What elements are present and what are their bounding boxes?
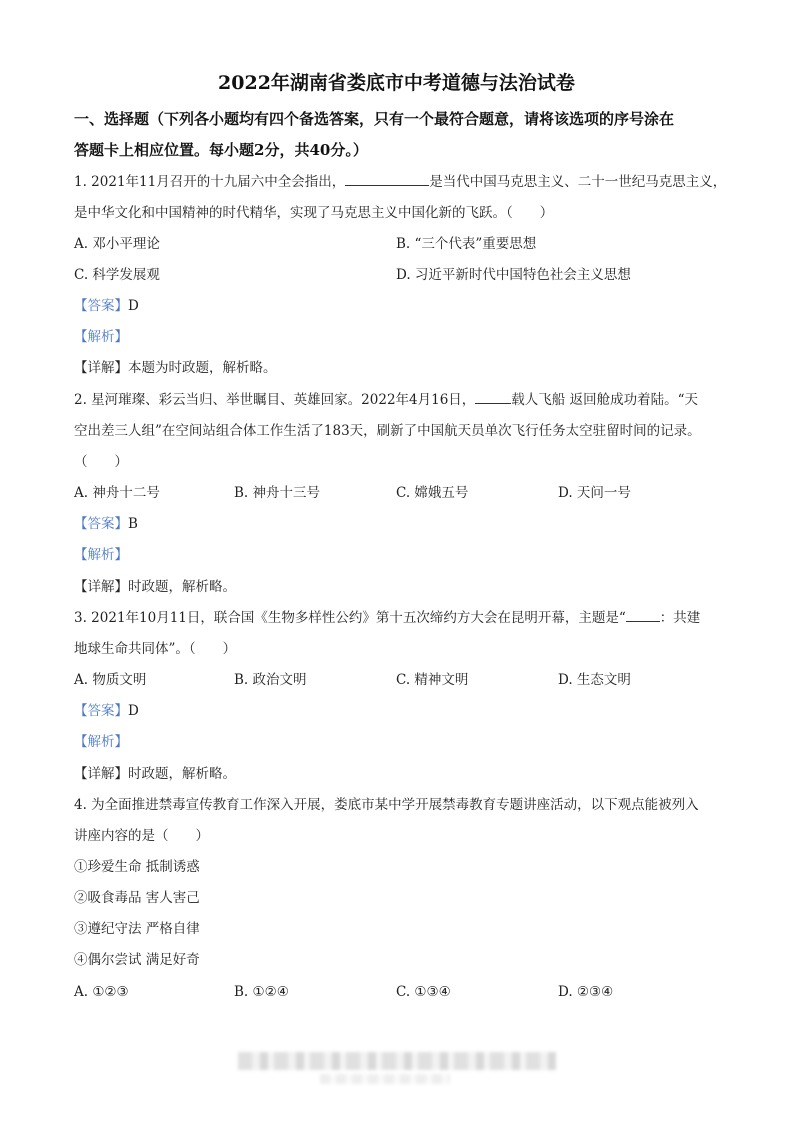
q3-answer: 【答案】D (74, 703, 139, 719)
section-heading-line1: 一、选择题（下列各小题均有四个备选答案，只有一个最符合题意，请将该选项的序号涂在 (74, 110, 675, 128)
q2-option-c: C. 嫦娥五号 (396, 485, 469, 501)
q4-statement-2: ②吸食毒品 害人害己 (74, 890, 200, 906)
section-heading-line2: 答题卡上相应位置。每小题2分，共40分。） (74, 141, 368, 159)
q1-analysis-label: 【解析】 (74, 329, 128, 345)
q3-stem-line1: 3. 2021年10月11日，联合国《生物多样性公约》第十五次缔约方大会在昆明开幕，主题是“ ：共建 (74, 610, 701, 626)
q4-stem-line2: 讲座内容的是（ ） (74, 828, 209, 844)
q4-option-d: D. ②③④ (558, 984, 614, 1000)
q2-option-b: B. 神舟十三号 (234, 485, 321, 501)
q3-option-c: C. 精神文明 (396, 672, 469, 688)
q2-stem-line1: 2. 星河璀璨、彩云当归、举世瞩目、英雄回家。2022年4月16日， 载人飞船 返回舱成功着陆。“天 (74, 392, 698, 408)
q3-option-b: B. 政治文明 (234, 672, 307, 688)
q4-statement-1: ①珍爱生命 抵制诱惑 (74, 859, 200, 875)
q2-stem-line2: 空出差三人组”在空间站组合体工作生活了183天，刷新了中国航天员单次飞行任务太空驻留时间的记录。 (74, 423, 701, 439)
q3-detail: 【详解】时政题，解析略。 (74, 766, 236, 782)
fill-blank (475, 391, 511, 404)
q4-option-b: B. ①②④ (234, 984, 289, 1000)
q1-stem-line1: 1. 2021年11月召开的十九届六中全会指出， 是当代中国马克思主义、二十一世纪马克思主义， (74, 174, 727, 190)
q1-option-c: C. 科学发展观 (74, 267, 160, 283)
q4-stem-line1: 4. 为全面推进禁毒宣传教育工作深入开展，娄底市某中学开展禁毒教育专题讲座活动，以下观点能被列入 (74, 797, 699, 813)
q2-analysis-label: 【解析】 (74, 547, 128, 563)
q1-option-a: A. 邓小平理论 (74, 236, 160, 252)
section-heading (74, 104, 724, 166)
q3-option-d: D. 生态文明 (558, 672, 631, 688)
q4-statement-4: ④偶尔尝试 满足好奇 (74, 952, 200, 968)
blurred-footer-subline (320, 1074, 450, 1084)
blurred-footer (238, 1052, 556, 1070)
q1-option-b: B. “三个代表”重要思想 (396, 236, 537, 252)
q2-option-d: D. 天问一号 (558, 485, 631, 501)
q4-option-c: C. ①③④ (396, 984, 451, 1000)
q4-statement-3: ③遵纪守法 严格自律 (74, 921, 200, 937)
q3-analysis-label: 【解析】 (74, 734, 128, 750)
q1-detail: 【详解】本题为时政题，解析略。 (74, 360, 277, 376)
fill-blank (626, 609, 660, 622)
q2-answer: 【答案】B (74, 516, 138, 532)
q3-option-a: A. 物质文明 (74, 672, 147, 688)
fill-blank (345, 173, 429, 186)
q2-detail: 【详解】时政题，解析略。 (74, 579, 236, 595)
page-title: 2022年湖南省娄底市中考道德与法治试卷 (218, 72, 575, 94)
q2-option-a: A. 神舟十二号 (74, 485, 160, 501)
q1-answer: 【答案】D (74, 298, 139, 314)
q3-stem-line2: 地球生命共同体”。（ ） (74, 641, 237, 657)
q2-stem-line3: （ ） (74, 454, 128, 470)
q4-option-a: A. ①②③ (74, 984, 129, 1000)
q1-stem-line2: 是中华文化和中国精神的时代精华，实现了马克思主义中国化新的飞跃。（ ） (74, 205, 554, 221)
q1-option-d: D. 习近平新时代中国特色社会主义思想 (396, 267, 631, 283)
